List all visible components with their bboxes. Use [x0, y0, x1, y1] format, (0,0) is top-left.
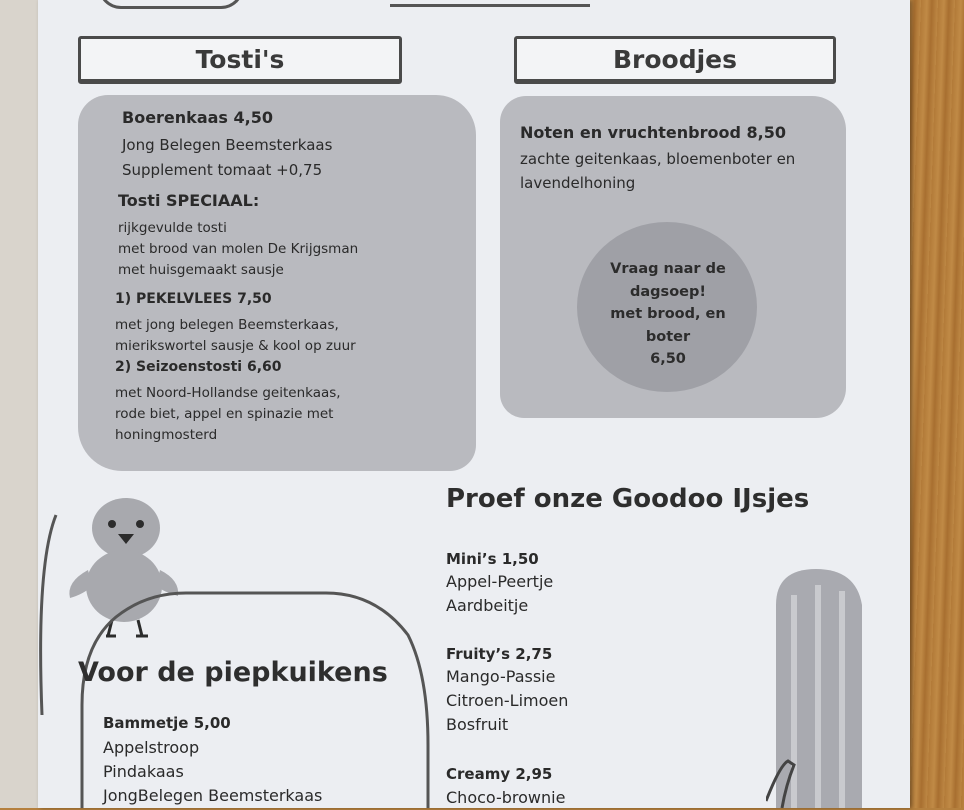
kids-item-2: Pindakaas: [103, 762, 184, 781]
notenbrood-desc-2: lavendelhoning: [520, 174, 636, 192]
fruitys-item-3: Bosfruit: [446, 715, 509, 734]
soup-line-4: boter: [645, 328, 691, 345]
top-decoration-right: [390, 0, 590, 7]
wooden-table-edge: [904, 0, 964, 808]
pekelvlees-desc-1: met jong belegen Beemsterkaas,: [115, 317, 339, 333]
notenbrood-title: Noten en vruchtenbrood 8,50: [520, 123, 786, 142]
popsicle-illustration: [766, 565, 906, 808]
fruitys-item-1: Mango-Passie: [446, 667, 556, 686]
tosti-speciaal-desc-1: rijkgevulde tosti: [118, 220, 227, 236]
tostis-header: [78, 36, 402, 84]
top-decoration-left: [98, 0, 244, 9]
fruitys-title: Fruity’s 2,75: [446, 645, 553, 663]
creamy-item-1: Choco-brownie: [446, 788, 566, 807]
ijsjes-title: Proef onze Goodoo IJsjes: [446, 484, 810, 514]
minis-item-2: Aardbeitje: [446, 596, 529, 615]
boerenkaas-title: Boerenkaas 4,50: [122, 108, 273, 127]
minis-item-1: Appel-Peertje: [446, 572, 554, 591]
paper-fold-shadow: [0, 0, 40, 808]
soup-line-2: dagsoep!: [630, 283, 706, 300]
soup-price: 6,50: [650, 351, 686, 367]
tosti-speciaal-desc-2: met brood van molen De Krijgsman: [118, 241, 359, 257]
pekelvlees-desc-2: mierikswortel sausje & kool op zuur: [115, 338, 356, 354]
soup-line-1: Vraag naar de: [610, 261, 726, 277]
notenbrood-desc-1: zachte geitenkaas, bloemenboter en: [520, 150, 796, 168]
creamy-title: Creamy 2,95: [446, 765, 553, 783]
boerenkaas-desc-2: Supplement tomaat +0,75: [122, 161, 323, 179]
soup-callout: [588, 258, 748, 371]
boerenkaas-desc-1: Jong Belegen Beemsterkaas: [122, 136, 333, 154]
seizoenstosti-title: 2) Seizoenstosti 6,60: [115, 359, 282, 375]
bammetje-title: Bammetje 5,00: [103, 714, 231, 732]
seizoenstosti-desc-1: met Noord-Hollandse geitenkaas,: [115, 385, 341, 401]
kids-item-3: JongBelegen Beemsterkaas: [103, 786, 323, 805]
fruitys-item-2: Citroen-Limoen: [446, 691, 569, 710]
seizoenstosti-desc-2: rode biet, appel en spinazie met: [115, 406, 334, 422]
kids-title: Voor de piepkuikens: [78, 657, 388, 688]
tosti-speciaal-desc-3: met huisgemaakt sausje: [118, 262, 284, 278]
pekelvlees-title: 1) PEKELVLEES 7,50: [115, 291, 272, 307]
soup-line-3: met brood, en: [610, 306, 726, 322]
seizoenstosti-desc-3: honingmosterd: [115, 427, 218, 443]
tosti-speciaal-title: Tosti SPECIAAL:: [118, 191, 260, 210]
broodjes-header-label: Broodjes: [612, 44, 738, 74]
minis-title: Mini’s 1,50: [446, 550, 539, 568]
menu-page: [38, 0, 910, 808]
kids-item-1: Appelstroop: [103, 738, 200, 757]
broodjes-header: [514, 36, 836, 84]
tostis-header-label: Tosti's: [195, 44, 285, 74]
